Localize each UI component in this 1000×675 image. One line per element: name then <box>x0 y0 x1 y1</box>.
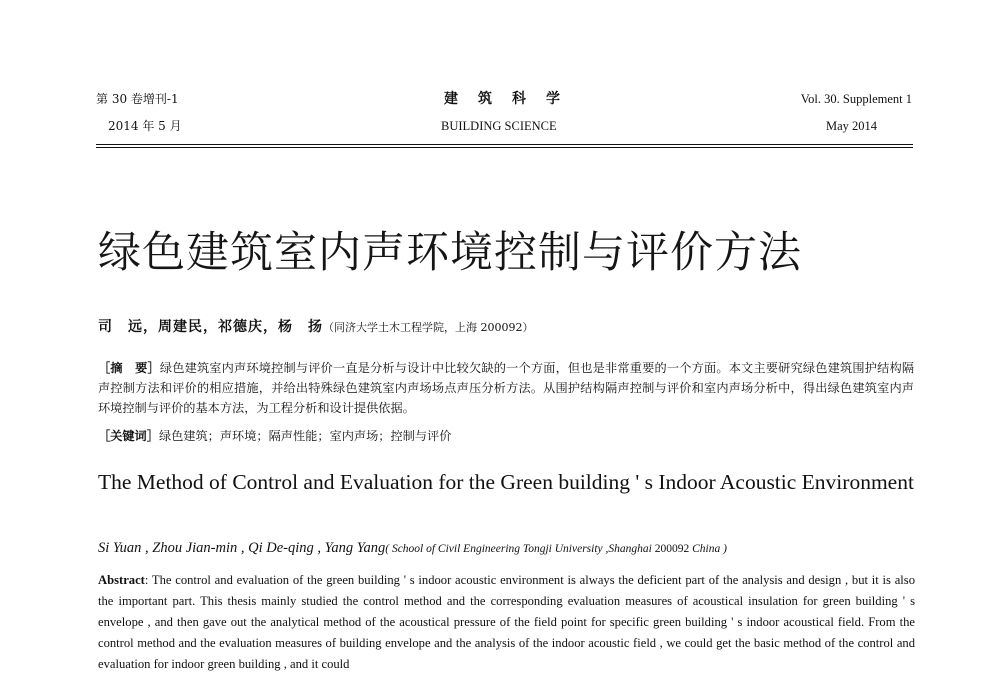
date-label-cn: 2014 年 5 月 <box>108 119 182 133</box>
author-names-en: Si Yuan , Zhou Jian-min , Qi De-qing , Yang Yang <box>98 540 386 556</box>
abstract-text-en: : The control and evaluation of the green building ' s indoor acoustic environment is always the deficient part of the analysis and design , but it is also the important part. This thesis mainly studied the control method and the corresponding evaluation measures of acoustical insulation for green building ' s envelope , and then gave out the analytical method of the acoustical pressure of the field point for specific green building ' s indoor acoustical field. From the control method and the evaluation measures of building envelope and the analysis of the indoor acoustic field , we could get the basic method of the control and evaluation for indoor green building , and it could <box>98 573 915 671</box>
affiliation-postcode-en: 200092 <box>654 543 690 555</box>
keywords-text-cn: 绿色建筑；声环境；隔声性能；室内声场；控制与评价 <box>158 429 452 443</box>
affiliation-prefix-en: ( School of Civil Engineering Tongji University ,Shanghai <box>385 543 655 555</box>
abstract-label-cn: ［摘 要］ <box>98 361 160 375</box>
volume-label-cn: 第 30 卷增刊-1 <box>96 92 179 106</box>
author-names-cn: 司 远，周建民，祁德庆，杨 扬 <box>98 319 323 335</box>
header-rule-top <box>96 144 913 145</box>
abstract-cn <box>98 358 914 418</box>
journal-name-en: BUILDING SCIENCE <box>441 119 557 133</box>
paper-title-en: The Method of Control and Evaluation for the Green building ' s Indoor Acoustic Environment <box>98 470 914 494</box>
keywords-cn <box>98 426 914 446</box>
keywords-label-cn: ［关键词］ <box>98 429 159 443</box>
paper-title-cn: 绿色建筑室内声环境控制与评价方法 <box>98 228 802 278</box>
abstract-label-en: Abstract <box>98 573 145 587</box>
date-label-en: May 2014 <box>825 119 877 133</box>
authors-cn <box>98 316 534 336</box>
header-rule-bottom <box>96 147 913 148</box>
volume-label-en: Vol. 30. Supplement 1 <box>800 92 912 106</box>
author-affiliation-cn: （同济大学土木工程学院，上海 200092） <box>323 321 534 334</box>
abstract-text-cn: 绿色建筑室内声环境控制与评价一直是分析与设计中比较欠缺的一个方面，但也是非常重要的一个方面。本文主要研究绿色建筑围护结构隔声控制方法和评价的相应措施，并给出特殊绿色建筑室内声场场点声压分析方法。从围护结构隔声控制与评价和室内声场分析中，得出绿色建筑室内声环境控制与评价的基本方法，为工程分析和设计提供依据。 <box>98 361 915 415</box>
journal-name-cn: 建筑科学 <box>444 91 580 107</box>
abstract-en <box>98 570 915 675</box>
affiliation-suffix-en: China ) <box>689 543 727 555</box>
authors-en <box>98 540 727 557</box>
author-affiliation-en <box>385 543 727 555</box>
